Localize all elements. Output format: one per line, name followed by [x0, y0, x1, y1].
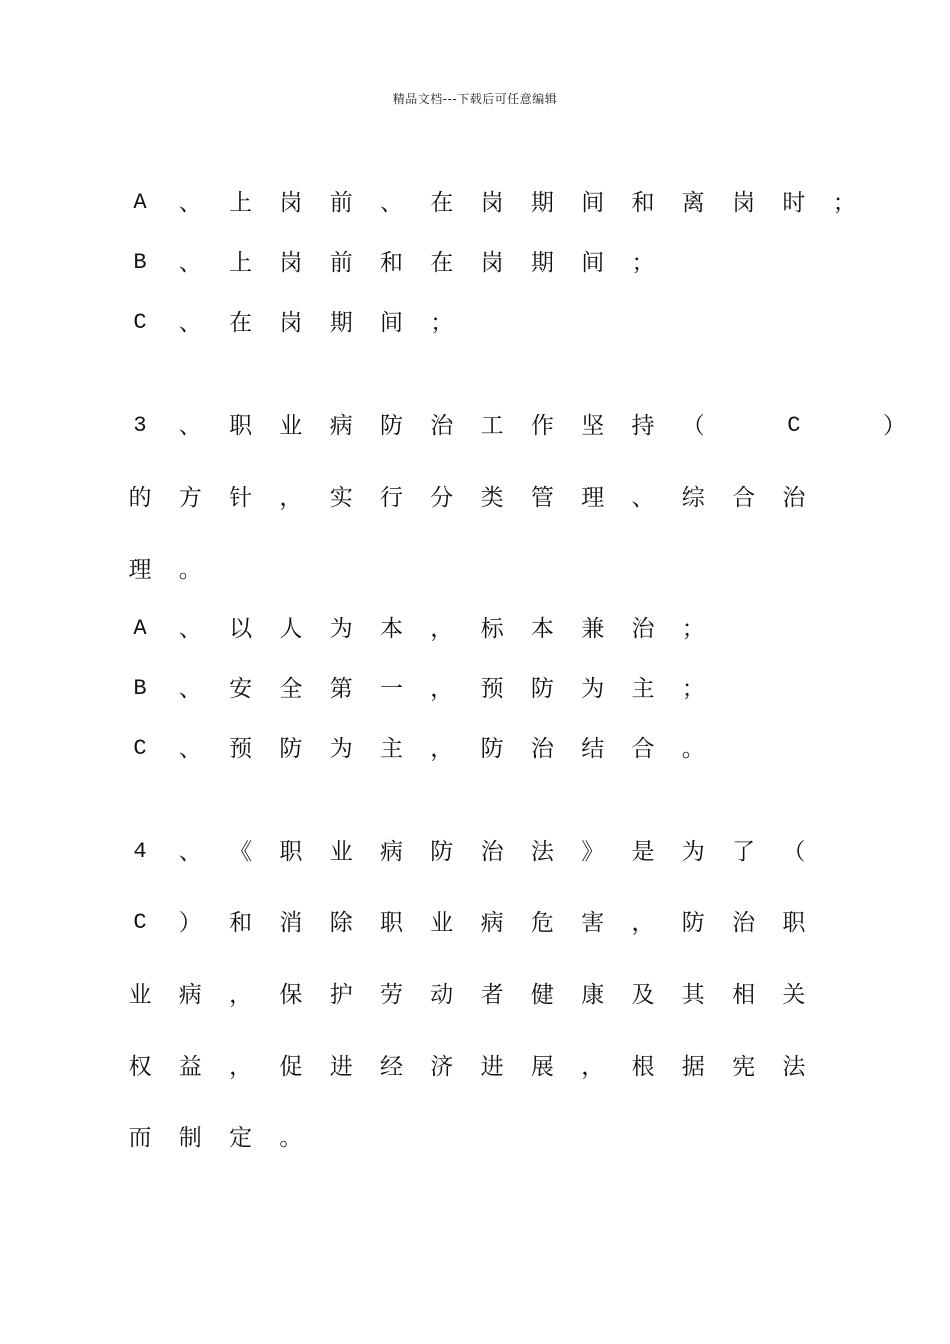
glyph: 除: [329, 910, 353, 936]
glyph: ，: [631, 910, 655, 936]
glyph: 促: [279, 1054, 303, 1080]
glyph: 治: [732, 910, 756, 936]
glyph: ，: [430, 616, 454, 642]
glyph: 类: [480, 485, 504, 511]
glyph: 、: [178, 310, 202, 336]
glyph: 保: [279, 982, 303, 1008]
glyph: 预: [229, 736, 253, 762]
glyph: 在: [430, 190, 454, 216]
glyph: 在: [229, 310, 253, 336]
glyph: 预: [480, 676, 504, 702]
glyph: 法: [530, 839, 554, 865]
glyph: 一: [380, 676, 403, 702]
glyph: 4: [133, 839, 147, 864]
glyph: 岗: [480, 190, 504, 216]
glyph: C: [133, 310, 147, 335]
glyph: 坚: [581, 413, 605, 439]
glyph: 了: [732, 839, 756, 865]
glyph: ，: [229, 982, 253, 1008]
q4-question-line-5: [128, 1121, 828, 1155]
glyph: 根: [631, 1054, 655, 1080]
glyph: 职: [229, 413, 253, 439]
glyph: B: [133, 250, 147, 275]
glyph: 、: [178, 736, 202, 762]
glyph: 治: [530, 736, 554, 762]
glyph: 职: [782, 910, 806, 936]
glyph: 、: [178, 839, 202, 865]
glyph: 作: [530, 413, 554, 439]
glyph: 治: [631, 616, 655, 642]
glyph: 期: [530, 190, 554, 216]
glyph: 全: [279, 676, 303, 702]
glyph: 治: [782, 485, 806, 511]
glyph: 进: [480, 1054, 504, 1080]
glyph: 防: [279, 736, 303, 762]
q2-option-a: [128, 186, 856, 220]
q4-question-line-4: [128, 1050, 828, 1084]
glyph: 岗: [279, 250, 303, 276]
glyph: 定: [229, 1125, 253, 1151]
glyph: 健: [530, 982, 554, 1008]
glyph: 理: [128, 557, 152, 583]
glyph: 害: [581, 910, 605, 936]
glyph: 动: [430, 982, 454, 1008]
q4-question-line-3: [128, 978, 828, 1012]
glyph: 岗: [279, 190, 303, 216]
glyph: 兼: [581, 616, 605, 642]
glyph: C: [133, 910, 147, 935]
glyph: 上: [229, 190, 253, 216]
glyph: 据: [681, 1054, 705, 1080]
glyph: 间: [581, 190, 605, 216]
glyph: ）: [883, 413, 906, 439]
glyph: 职: [380, 910, 403, 936]
glyph: 以: [229, 616, 253, 642]
glyph: 间: [380, 310, 403, 336]
glyph: 方: [178, 485, 202, 511]
glyph: 工: [480, 413, 504, 439]
glyph: 岗: [279, 310, 303, 336]
glyph: 、: [631, 485, 655, 511]
glyph: ，: [430, 736, 454, 762]
glyph: 防: [681, 910, 705, 936]
glyph: 在: [430, 250, 454, 276]
glyph: 行: [380, 485, 403, 511]
glyph: 是: [631, 839, 655, 865]
glyph: 防: [380, 413, 403, 439]
glyph: 为: [681, 839, 705, 865]
glyph: ，: [581, 1054, 605, 1080]
glyph: 职: [279, 839, 303, 865]
glyph: 和: [631, 190, 655, 216]
glyph: （: [681, 413, 705, 439]
glyph: ；: [832, 190, 856, 216]
glyph: 关: [782, 982, 806, 1008]
glyph: 益: [178, 1054, 202, 1080]
glyph: ；: [631, 250, 655, 276]
glyph: 业: [279, 413, 303, 439]
glyph: 持: [631, 413, 655, 439]
glyph: 治: [480, 839, 504, 865]
glyph: ，: [229, 1054, 253, 1080]
glyph: 制: [178, 1125, 202, 1151]
glyph: 人: [279, 616, 303, 642]
glyph: 岗: [480, 250, 504, 276]
glyph: C: [133, 736, 147, 761]
glyph: 病: [178, 982, 202, 1008]
glyph: 分: [430, 485, 454, 511]
glyph: 针: [229, 485, 253, 511]
q3-question-line-1: [128, 409, 906, 443]
glyph: 防: [530, 676, 554, 702]
glyph: 和: [229, 910, 253, 936]
glyph: （: [782, 839, 806, 865]
glyph: 安: [229, 676, 253, 702]
glyph: 期: [329, 310, 353, 336]
glyph: 治: [430, 413, 454, 439]
glyph: 实: [329, 485, 353, 511]
glyph: ，: [279, 485, 303, 511]
glyph: 综: [681, 485, 705, 511]
glyph: 业: [430, 910, 454, 936]
glyph: 主: [380, 736, 403, 762]
glyph: 前: [329, 190, 353, 216]
glyph: 、: [178, 616, 202, 642]
glyph: 》: [581, 839, 605, 865]
glyph: 合: [631, 736, 655, 762]
glyph: 者: [480, 982, 504, 1008]
glyph: 其: [681, 982, 705, 1008]
glyph: 、: [178, 676, 202, 702]
glyph: 防: [480, 736, 504, 762]
glyph: 本: [380, 616, 403, 642]
q4-question-line-1: [128, 835, 828, 869]
q3-option-c: [128, 732, 828, 766]
glyph: 为: [329, 616, 353, 642]
glyph: 法: [782, 1054, 806, 1080]
glyph: ；: [681, 616, 705, 642]
q3-option-a: [128, 612, 828, 646]
glyph: 第: [329, 676, 353, 702]
glyph: 相: [732, 982, 756, 1008]
glyph: 展: [530, 1054, 554, 1080]
glyph: 危: [530, 910, 554, 936]
glyph: 护: [329, 982, 353, 1008]
glyph: 结: [581, 736, 605, 762]
glyph: 、: [178, 190, 202, 216]
glyph: 、: [178, 413, 202, 439]
glyph: A: [133, 616, 147, 641]
glyph: A: [133, 190, 147, 215]
q3-question-line-3: [128, 553, 828, 587]
glyph: 主: [631, 676, 655, 702]
glyph: 、: [178, 250, 202, 276]
q3-option-b: [128, 672, 828, 706]
glyph: 消: [279, 910, 303, 936]
glyph: 上: [229, 250, 253, 276]
glyph: 进: [329, 1054, 353, 1080]
glyph: 济: [430, 1054, 454, 1080]
glyph: 《: [229, 839, 253, 865]
glyph: 本: [530, 616, 554, 642]
glyph: 和: [380, 250, 403, 276]
glyph: ）: [178, 910, 202, 936]
glyph: 管: [530, 485, 554, 511]
q2-option-c: [128, 306, 828, 340]
glyph: 时: [782, 190, 806, 216]
glyph: ；: [681, 676, 705, 702]
glyph: 防: [430, 839, 454, 865]
glyph: 及: [631, 982, 655, 1008]
glyph: 病: [380, 839, 403, 865]
glyph: 权: [128, 1054, 152, 1080]
glyph: 劳: [380, 982, 403, 1008]
glyph: ，: [430, 676, 454, 702]
glyph: 业: [329, 839, 353, 865]
glyph: 3: [133, 413, 147, 438]
glyph: 。: [279, 1125, 303, 1151]
page-header: 精品文档---下载后可任意编辑: [392, 92, 558, 106]
glyph: B: [133, 676, 147, 701]
glyph: 标: [480, 616, 504, 642]
glyph: 。: [178, 557, 202, 583]
glyph: 间: [581, 250, 605, 276]
q3-question-line-2: [128, 481, 828, 515]
glyph: 康: [581, 982, 605, 1008]
q4-question-line-2: [128, 906, 828, 940]
glyph: 宪: [732, 1054, 756, 1080]
glyph: ；: [430, 310, 454, 336]
q2-option-b: [128, 246, 828, 280]
glyph: 理: [581, 485, 605, 511]
glyph: 、: [380, 190, 403, 216]
glyph: 而: [128, 1125, 152, 1151]
glyph: 的: [128, 485, 152, 511]
glyph: 期: [530, 250, 554, 276]
glyph: 病: [480, 910, 504, 936]
glyph: 为: [329, 736, 353, 762]
glyph: 岗: [732, 190, 756, 216]
glyph: 为: [581, 676, 605, 702]
glyph: 离: [681, 190, 705, 216]
glyph: C: [787, 413, 801, 438]
glyph: 合: [732, 485, 756, 511]
glyph: 。: [681, 736, 705, 762]
glyph: 病: [329, 413, 353, 439]
glyph: 经: [380, 1054, 403, 1080]
glyph: 前: [329, 250, 353, 276]
glyph: 业: [128, 982, 152, 1008]
